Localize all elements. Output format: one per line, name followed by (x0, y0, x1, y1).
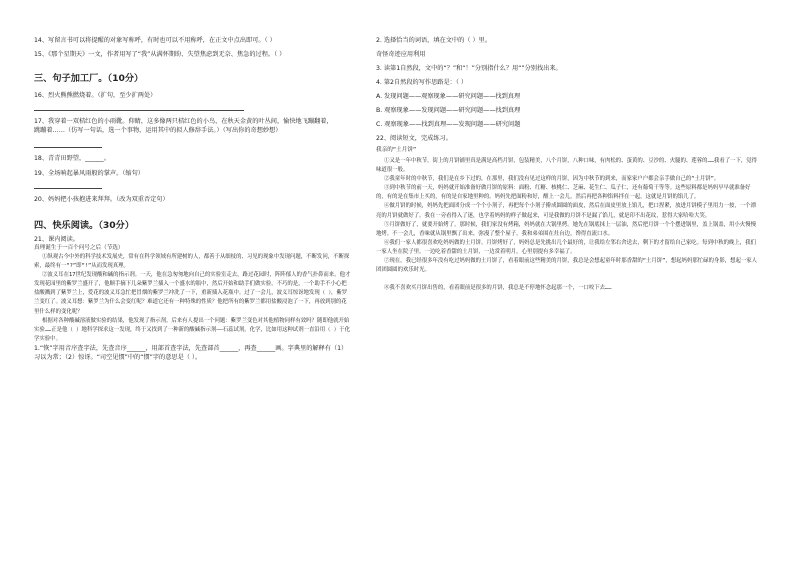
story-paragraph-2: ②我童年时的中秋节，我们是在乡下过的，在那里，我们没有见过这样的月饼，因为中秋节的到来，而家家户户都会亲手做自己的“土月饼”。 (384, 176, 720, 183)
question-17-line-1: 17、我穿着一双桔红色的小雨靴。仰睛，这多像两只桔红色的小鸟，在秋天金黄的叶丛间，愉快地飞蹦翻着， (34, 118, 333, 125)
section-happy-reading: 四、快乐阅读。（30分） (34, 220, 135, 231)
article-paragraph-1: ①纵观古今中外的科学技术发展史，常有在科学领域有所建树的人，都善于从细枝的、习见的现象中发现问题，不断发问，不断探索，最终有一“?”即“!”从而发现真理。 (34, 254, 350, 270)
article-paragraph-2: ②波义耳在17世纪发现酸和碱的指示剂。一天，他在急匆匆地向自己的实验室走去，路过花园时，阵阵郁人的香气扑鼻而来。他才发现花园里的紫罗兰盛开了，他顺手摘下几朵紫罗兰插入一个盛水的瓶中，然后开始和助手们做实验。不巧的是，一个助手不小心把盐酸溅到了紫罗兰上，爱花的波义耳急忙把冒烟的紫罗兰冲洗了一下，重新插入花瓶中。过了一会儿，波义耳惊讶地发现（ ），紫罗兰变红了。波义耳想：紫罗兰为什么会变红呢？难道它还有一种特殊的性质？他把所有的紫罗兰都用盐酸浸泡了一下，再放到别的花里什么样的变化呢？ (34, 272, 351, 315)
story-paragraph-6: ⑥我们一家人都很喜欢吃妈妈做的土月饼。月饼烤好了，妈妈总是先挑出几个最好的，让我给左邻右舍送去，剩下的才留给自己家吃。每到中秋的晚上，我们一家人坐在院子里，一边吃着香甜的土月饼，一边赏着明月，心里别提有多幸福了。 (376, 239, 756, 255)
question-18: 18、青青田野望，______。 (34, 155, 110, 162)
story-paragraph-4: ④做月饼的时候，妈妈先把面团分成一个个小剂子，再把每个小剂子擀成圆圆的面皮，然后在面皮里放上馅儿，把口捏紧，放进月饼模子里用力一按，一个漂亮的月饼就做好了。我在一旁看得入了迷，也学着妈妈的样子做起来，可是我做的月饼不是漏了馅儿，就是印不出花纹，惹得大家哈哈大笑。 (376, 203, 756, 219)
option-b[interactable]: B. 观察现象——发现问题——研究问题——找到真理 (376, 107, 521, 114)
question-22: 22、阅读短文，完成练习。 (376, 135, 452, 142)
question-21-1: 1.“恢”字用音序查字法，先查音序______，用部首查字法，先查部首______，再查______画。字典里的解释有（1）习以为常；（2）惊讶。“司空见惯”中的“惯”字的意思是（ ）。 (34, 344, 348, 361)
word-bank: 奇怪奇迹应用利用 (376, 51, 426, 58)
question-15: 15、《那个星期天》一文，作者用写了“我”从满怀期盼、失望焦虑到无奈、焦急的过程。（ ） (34, 51, 286, 58)
question-14: 14、写留言书可以将提醒的对象写称呼，有时也可以不用称呼，在正文中点出即可。（ ） (34, 37, 276, 44)
option-c[interactable]: C. 观察现象——找到真理——发现问题——研究问题 (376, 121, 521, 128)
question-21-3: 3. 读第1自然段，文中的“？”和“！”分别指什么？用“”分别找出来。 (376, 65, 562, 72)
right-column (376, 36, 760, 302)
question-21-2: 2. 选择恰当的词语，填在文中的（ ）里。 (376, 37, 492, 44)
question-16: 16、烈火熊熊燃烧着。（扩句，至少扩两处） (34, 92, 157, 99)
question-21: 21、课内阅读。 (34, 236, 79, 243)
article-title-right: 我亲的“土月饼” (376, 147, 417, 153)
section-sentence-processing: 三、句子加工厂。（10分） (34, 73, 144, 84)
question-17-line-2: 跳蹦着……（仿写一句话，选一个事物，运用其中的拟人修辞手法。）（写出你的奇想妙想） (34, 127, 282, 134)
story-paragraph-3: ③到中秋节的前一天，妈妈就开始准备好做月饼的原料：面粉、红糖、核桃仁、芝麻、花生仁、瓜子仁，还有葡萄干等等。这些原料都是妈妈早早就准备好的，有的是在集市上买的，有的是自家地里种的。妈妈先把面粉和好，醒上一会儿，然后再把各种馅料拌在一起，这就是月饼的馅儿了。 (376, 185, 751, 201)
option-a[interactable]: A. 发现问题——观察现象——研究问题——找到真理 (376, 93, 521, 100)
article-title-left: 真理诞生于一百个问号之后（节选） (34, 245, 124, 251)
story-paragraph-1: ①又是一年中秋节，街上的月饼铺里真是满是高档月饼，包装精美，八个月饼，八种口味，有肉松的、蛋黄的、豆沙的、火腿的、莲蓉的……我看了一下，觉得味道很一般。 (376, 158, 758, 174)
story-paragraph-5: ⑤月饼做好了，就要开始烤了。那时候，我们家没有烤箱，妈妈就在大锅里烤。她先在锅底抹上一层油，然后把月饼一个个摆进锅里，盖上锅盖，用小火慢慢地烤。不一会儿，香味就从锅里飘了出来，弥漫了整个屋子，我和弟弟围在灶台边，馋得直流口水。 (376, 221, 756, 237)
story-paragraph-8: ⑧我不喜欢买月饼出售的，看着眼前是很多的月饼，我总是不停地怀念起那一个，一口咬下去…… (384, 285, 612, 292)
question-19: 19、全场响起暴风雨般的掌声。（缩句） (34, 170, 144, 177)
left-column (34, 36, 352, 362)
story-paragraph-7: ⑦现在，我已经很多年没有吃过妈妈做的土月饼了，看着眼前这些精美的月饼，我总是会想起童年时那香甜的“土月饼”，想起妈妈那忙碌的身影，想起一家人团团圆圆的欢乐时光。 (376, 258, 758, 274)
question-21-4: 4. 第2自然段的写作思路是：（ ） (376, 79, 468, 86)
question-20: 20、妈妈把小孩抱进来拜拜。（改为双重否定句） (34, 196, 169, 203)
article-paragraph-3: 根据对各种酸碱溶液做实验的结果，他发现了指示剂。后来有人提出一个问题：紫罗兰变色对其他植物同样有效吗？随即他就开始实验……正是他（ ）地科学探求这一发现，终于又找到了一种新的酸碱指示剂——石蕊试剂。化学，比如用这种试剂一直沿用（ ）于化学实验中。 (34, 317, 350, 342)
